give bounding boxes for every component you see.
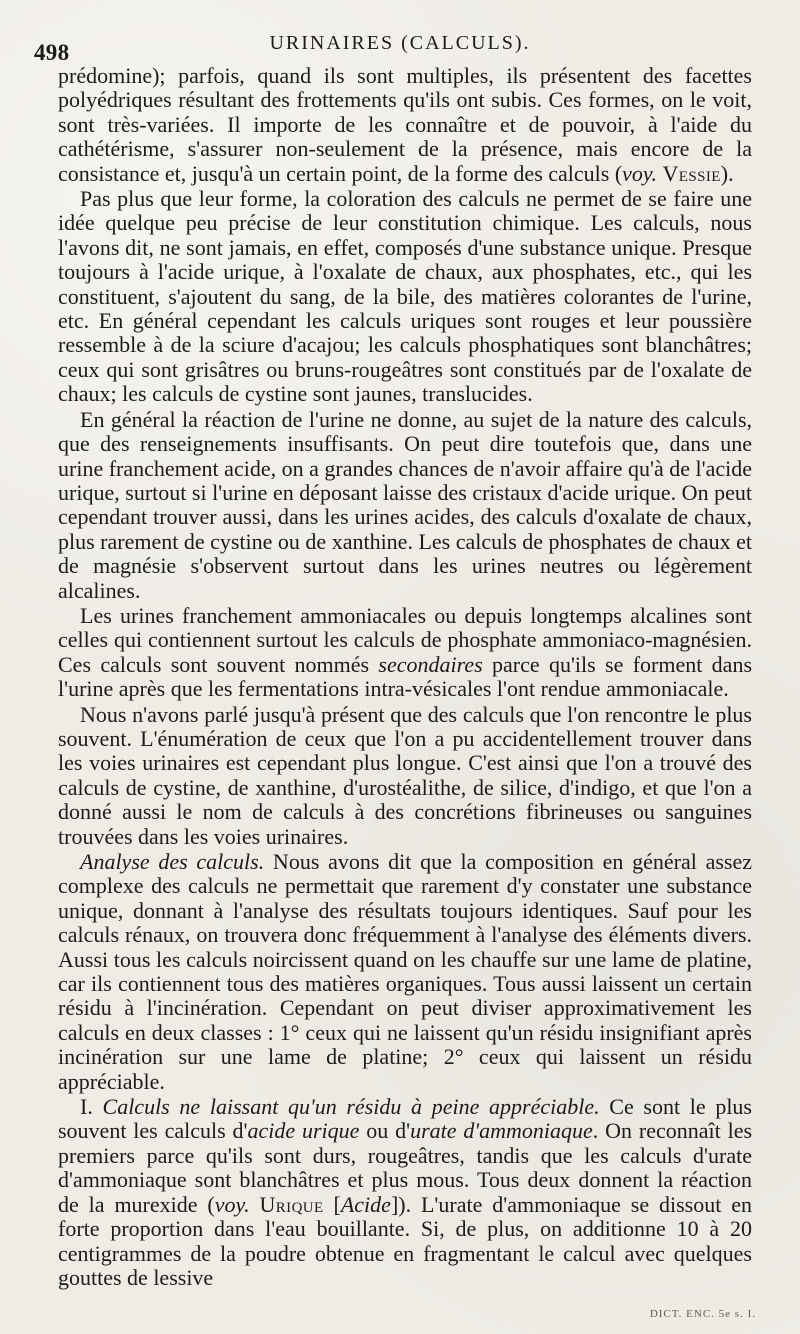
page-header (0, 28, 800, 65)
paragraph-7-text-2: ou d' (359, 1118, 411, 1144)
paragraph-7-italic-1: acide urique (247, 1118, 360, 1144)
paragraph-1-reference: Vessie (662, 160, 721, 186)
paragraph-4-italic-term: secondaires (378, 651, 483, 677)
paragraph-1-voy: voy. (622, 160, 657, 186)
paragraph-1-text: prédomine); parfois, quand ils sont multiples, ils présentent des facettes polyédriques résultant des frottements qu'ils ont subis. Ces formes, on le voit, sont très-variées. Il importe de les connaître et de pouvoir, à l'aide du cathétérisme, s'assurer non-seulement de la présence, mais encore de la consistance et, jusqu'à un certain point, de la forme des calculs ( (58, 63, 752, 186)
section-heading-analysis: Analyse des calculs. (80, 849, 265, 874)
page-number: 498 (34, 40, 70, 65)
paragraph-7-reference: Urique (259, 1191, 324, 1217)
paragraph-7-acide: Acide (340, 1191, 391, 1217)
document-content (58, 64, 752, 1290)
paragraph-7 (58, 1095, 752, 1290)
paragraph-7-italic-2: urate d'ammoniaque (410, 1118, 593, 1144)
page-footer (0, 1308, 800, 1326)
paragraph-7-heading: Calculs ne laissant qu'un résidu à peine appréciable. (102, 1094, 600, 1120)
paragraph-7-text-1: Ce sont le plus souvent les calculs d' (58, 1094, 752, 1144)
paragraph-1 (58, 64, 752, 186)
paragraph-7-voy: voy. (214, 1191, 250, 1217)
paragraph-7-prefix: I. (80, 1094, 103, 1120)
paragraph-2: Pas plus que leur forme, la coloration des calculs ne permet de se faire une idée quelque peu précise de leur constitution chimique. Les calculs, nous l'avons dit, ne sont jamais, en effet, composés d'une substance unique. Presque toujours à l'acide urique, à l'oxalate de chaux, aux phosphates, etc., qui les constituent, s'ajoutent du sang, de la bile, des matières colorantes de l'urine, etc. En général cependant les calculs uriques sont rouges et leur poussière ressemble à de la sciure d'acajou; les calculs phosphatiques sont blanchâtres; ceux qui sont grisâtres ou bruns-rougeâtres sont constitués par de l'oxalate de chaux; les calculs de cystine sont jaunes, translucides. (58, 186, 752, 407)
running-title: URINAIRES (CALCULS). (269, 32, 531, 54)
paragraph-7-bracket-close: ] (390, 1191, 399, 1217)
paragraph-6 (58, 850, 752, 1094)
paragraph-7-text-3: . On reconnaît les premiers parce qu'ils sont durs, rougeâtres, tandis que les calculs d'urate d'ammoniaque sont blanchâtres et plus mous. Tous deux donnent la réaction de la murexide ( (58, 1118, 753, 1217)
paragraph-3: En général la réaction de l'urine ne donne, au sujet de la nature des calculs, que des renseignements insuffisants. On peut dire toutefois que, dans une urine franchement acide, on a grandes chances de n'avoir affaire qu'à de l'acide urique, surtout si l'urine en déposant laisse des cristaux d'acide urique. On peut cependant trouver aussi, dans les urines acides, des calculs d'oxalate de chaux, plus rarement de cystine ou de xanthine. Les calculs de phosphates de chaux et de magnésie s'observent surtout dans les urines neutres ou légèrement alcalines. (58, 406, 752, 603)
paragraph-4-text: Les urines franchement ammoniacales ou depuis longtemps alcalines sont celles qui contiennent surtout les calculs de phosphate ammoniaco-magnésien. Ces calculs sont souvent nommés (58, 602, 752, 677)
paragraph-6-text: Nous avons dit que la composition en général assez complexe des calculs ne permettait que rarement d'y constater une substance unique, donnant à l'analyse des résultats toujours identiques. Sauf pour les calculs rénaux, on trouvera donc fréquemment à l'analyse des éléments divers. Aussi tous les calculs noircissent quand on les chauffe sur une lame de platine, car ils contiennent tous des matières organiques. Tous aussi laissent un certain résidu à l'incinération. Cependant on peut diviser approximativement les calculs en deux classes : 1° ceux qui ne laissent qu'un résidu insignifiant après incinération sur une lame de platine; 2° ceux qui laissent un résidu appréciable. (58, 849, 752, 1094)
paragraph-4 (58, 604, 752, 702)
paragraph-1-end: ). (720, 160, 734, 186)
footer-text: DICT. ENC. 5e s. I. (649, 1308, 756, 1320)
paragraph-4-rest: parce qu'ils se forment dans l'urine après que les fermentations intra-vésicales l'ont rendue ammoniacale. (58, 651, 753, 702)
paragraph-7-bracket-open: [ (323, 1191, 341, 1217)
paragraph-5: Nous n'avons parlé jusqu'à présent que des calculs que l'on rencontre le plus souvent. L'énumération de ceux que l'on a pu accidentellement trouver dans les voies urinaires est cependant plus longue. C'est ainsi que l'on a trouvé des calculs de cystine, de xanthine, d'urostéalithe, de silice, d'indigo, et que l'on a donné aussi le nom de calculs à des concrétions fibrineuses ou sanguines trouvées dans les voies urinaires. (58, 701, 752, 849)
paragraph-7-text-4: ). L'urate d'ammoniaque se dissout en forte proportion dans l'eau bouillante. Si, de plus, on additionne 10 à 20 centigrammes de la poudre obtenue en fragmentant le calcul avec quelques gouttes de lessive (58, 1191, 752, 1290)
